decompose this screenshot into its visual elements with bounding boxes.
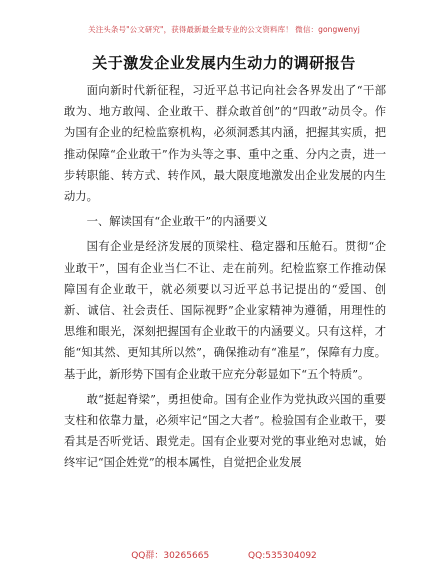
paragraph-section-2: 敢“挺起脊梁”，勇担使命。国有企业作为党执政兴国的重要支柱和依靠力量，必须牢记“国之大者”。检验国有企业敢干，要看其是否听党话、跟党走。国有企业要对党的事业绝对忠诚，始终牢记“国企姓党”的根本属性，自觉把企业发展 [64,392,386,470]
document-title: 关于激发企业发展内生动力的调研报告 [92,54,356,72]
footer-qq: QQ:535304092 [248,551,317,561]
header-note: 关注头条号"公文研究"，获得最新最全最专业的公文资料库！ 微信：gongwenyj [88,25,360,34]
footer [0,548,448,561]
paragraph-section-1: 国有企业是经济发展的顶梁柱、稳定器和压舱石。贯彻“企业敢干”，国有企业当仁不让、走在前列。纪检监察工作推动保障国有企业敢干，就必须要以习近平总书记提出的“爱国、创新、诚信、社会责任、国际视野”企业家精神为遵循，用理性的思维和眼光，深刻把握国有企业敢干的内涵要义。只有这样，才能“知其然、更知其所以然”，确保推动有“准星”，保障有力度。基于此，新形势下国有企业敢干应充分彰显如下“五个特质”。 [64,240,386,381]
document-body [64,80,386,478]
section-heading: 一、解读国有“企业敢干”的内涵要义 [86,215,268,229]
paragraph-intro: 面向新时代新征程，习近平总书记向社会各界发出了“干部敢为、地方敢闯、企业敢干、群众敢首创”的“四敢”动员令。作为国有企业的纪检监察机构，必须洞悉其内涵，把握其实质，把推动保障“企业敢干”作为头等之事、重中之重、分内之责，进一步转职能、转方式、转作风，最大限度地激发出企业发展的内生动力。 [64,84,386,204]
footer-qq-group: QQ群：30265665 [131,551,210,561]
